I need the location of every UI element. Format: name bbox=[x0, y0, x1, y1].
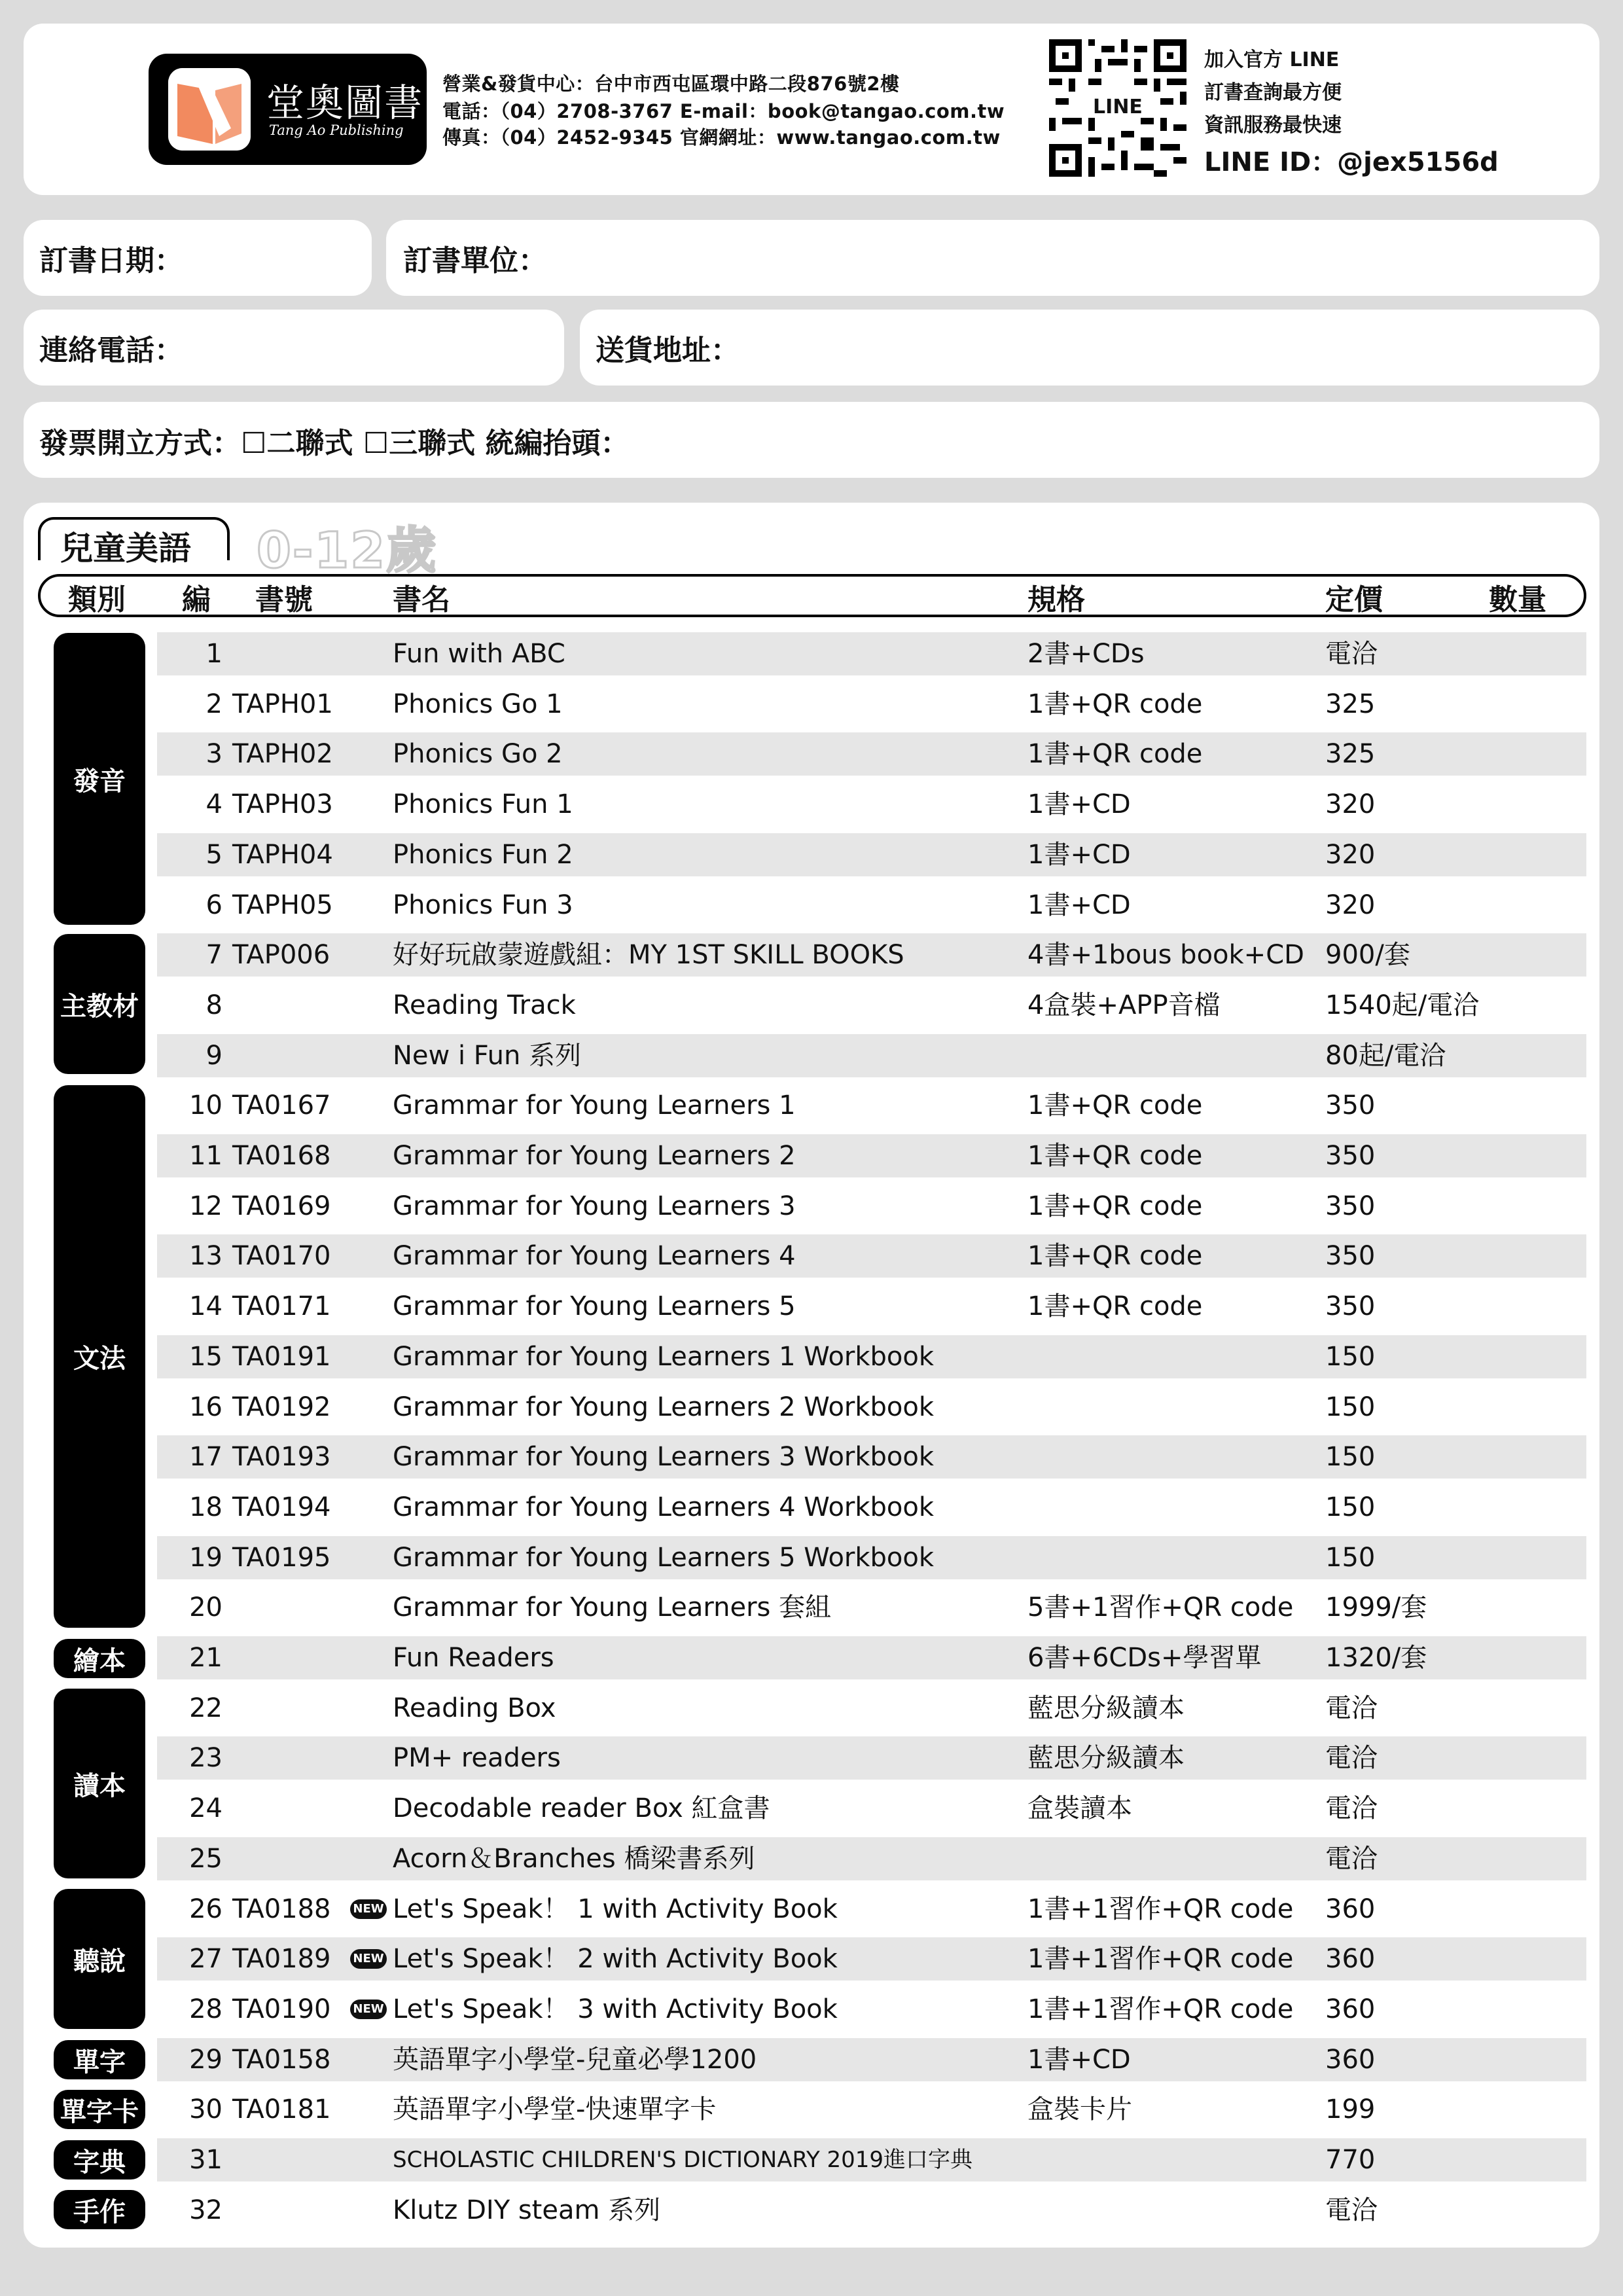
row-title: Grammar for Young Learners 5 bbox=[393, 1291, 796, 1321]
section-tab bbox=[38, 517, 230, 567]
row-title: 英語單字小學堂-快速單字卡 bbox=[393, 2094, 717, 2125]
category-vocabulary: 單字 bbox=[54, 2040, 145, 2079]
phone-email-text: 電話：（04）2708-3767 E-mail：book@tangao.com.tw bbox=[442, 100, 1005, 122]
row-number: 17 bbox=[189, 1442, 223, 1472]
row-price: 320 bbox=[1325, 890, 1376, 920]
row-code: TA0170 bbox=[232, 1241, 331, 1271]
table-row[interactable] bbox=[157, 2038, 1586, 2081]
row-title: Decodable reader Box 紅盒書 bbox=[393, 1793, 770, 1823]
row-title: Phonics Fun 3 bbox=[393, 890, 573, 920]
row-number: 23 bbox=[189, 1743, 223, 1773]
row-title: Grammar for Young Learners 4 Workbook bbox=[393, 1492, 935, 1522]
row-number: 21 bbox=[189, 1643, 223, 1673]
row-spec: 1書+CD bbox=[1027, 890, 1131, 920]
row-price: 350 bbox=[1325, 1191, 1376, 1221]
logo-subtitle: Tang Ao Publishing bbox=[269, 122, 404, 138]
category-dictionary: 字典 bbox=[54, 2140, 145, 2179]
row-price: 360 bbox=[1325, 1994, 1376, 2024]
row-code: TA0169 bbox=[232, 1191, 331, 1221]
row-price: 325 bbox=[1325, 739, 1376, 769]
row-title: Grammar for Young Learners 套組 bbox=[393, 1592, 832, 1623]
table-row[interactable] bbox=[157, 1988, 1586, 2031]
table-row[interactable] bbox=[157, 1386, 1586, 1429]
row-number: 27 bbox=[189, 1944, 223, 1974]
col-qty: 數量 bbox=[1489, 583, 1546, 617]
row-price: 320 bbox=[1325, 789, 1376, 819]
new-badge-icon: NEW bbox=[350, 2000, 387, 2019]
table-row[interactable] bbox=[157, 2088, 1586, 2131]
row-price: 350 bbox=[1325, 1090, 1376, 1121]
table-row[interactable] bbox=[157, 2138, 1586, 2181]
row-code: TA0190 bbox=[232, 1994, 331, 2024]
row-price: 1999/套 bbox=[1325, 1592, 1427, 1623]
row-number: 5 bbox=[205, 840, 223, 870]
row-spec: 1書+QR code bbox=[1027, 1241, 1203, 1271]
section-age: 0-12歲 bbox=[257, 521, 438, 579]
line-promo-1: 加入官方 LINE bbox=[1204, 48, 1340, 71]
book-logo-icon bbox=[168, 68, 251, 151]
line-promo-3: 資訊服務最快速 bbox=[1204, 114, 1342, 137]
row-code: TAPH03 bbox=[232, 789, 333, 819]
col-category: 類別 bbox=[68, 583, 126, 617]
col-no: 編 bbox=[182, 583, 211, 617]
row-number: 3 bbox=[205, 739, 223, 769]
row-title: Phonics Go 2 bbox=[393, 739, 563, 769]
row-price: 350 bbox=[1325, 1241, 1376, 1271]
row-title: Phonics Go 1 bbox=[393, 689, 563, 719]
table-row[interactable] bbox=[157, 632, 1586, 675]
publisher-logo bbox=[149, 54, 427, 165]
logo-title: 堂奧圖書 bbox=[266, 81, 424, 125]
row-spec: 1書+CD bbox=[1027, 2045, 1131, 2075]
contact-phone-label: 連絡電話： bbox=[39, 334, 183, 367]
table-row[interactable] bbox=[157, 833, 1586, 876]
col-code: 書號 bbox=[255, 583, 313, 617]
row-title: Acorn＆Branches 橋梁書系列 bbox=[393, 1844, 755, 1874]
row-number: 29 bbox=[189, 2045, 223, 2075]
row-spec: 2書+CDs bbox=[1027, 639, 1145, 669]
row-price: 350 bbox=[1325, 1141, 1376, 1171]
row-spec: 1書+QR code bbox=[1027, 1191, 1203, 1221]
row-spec: 1書+QR code bbox=[1027, 689, 1203, 719]
row-spec: 藍思分級讀本 bbox=[1027, 1743, 1185, 1773]
row-number: 31 bbox=[189, 2145, 223, 2175]
row-title: Grammar for Young Learners 5 Workbook bbox=[393, 1543, 935, 1573]
row-code: TA0195 bbox=[232, 1543, 331, 1573]
row-code: TA0193 bbox=[232, 1442, 331, 1472]
row-number: 9 bbox=[205, 1041, 223, 1071]
row-number: 14 bbox=[189, 1291, 223, 1321]
row-title: Grammar for Young Learners 1 Workbook bbox=[393, 1342, 935, 1372]
table-row[interactable] bbox=[157, 1736, 1586, 1780]
row-number: 32 bbox=[189, 2195, 223, 2225]
table-row[interactable] bbox=[157, 1837, 1586, 1880]
category-picture-book: 繪本 bbox=[54, 1639, 145, 1678]
row-spec: 1書+1習作+QR code bbox=[1027, 1894, 1294, 1924]
row-spec: 5書+1習作+QR code bbox=[1027, 1592, 1294, 1623]
row-price: 360 bbox=[1325, 1944, 1376, 1974]
new-badge-icon: NEW bbox=[350, 1949, 387, 1969]
row-price: 150 bbox=[1325, 1543, 1376, 1573]
row-code: TAPH02 bbox=[232, 739, 333, 769]
row-title: Grammar for Young Learners 3 Workbook bbox=[393, 1442, 935, 1472]
order-date-label: 訂書日期： bbox=[39, 244, 183, 278]
row-number: 4 bbox=[205, 789, 223, 819]
row-spec: 4盒裝+APP音檔 bbox=[1027, 990, 1221, 1020]
row-title: Grammar for Young Learners 4 bbox=[393, 1241, 796, 1271]
row-title: New i Fun 系列 bbox=[393, 1041, 582, 1071]
row-spec: 1書+QR code bbox=[1027, 739, 1203, 769]
table-row[interactable] bbox=[157, 732, 1586, 776]
row-price: 900/套 bbox=[1325, 940, 1410, 970]
table-row[interactable] bbox=[157, 1687, 1586, 1730]
row-price: 360 bbox=[1325, 1894, 1376, 1924]
row-price: 325 bbox=[1325, 689, 1376, 719]
row-code: TA0192 bbox=[232, 1392, 331, 1422]
section-title: 兒童美語 bbox=[60, 529, 191, 567]
new-badge-icon: NEW bbox=[350, 1899, 387, 1919]
row-title: Phonics Fun 1 bbox=[393, 789, 573, 819]
row-price: 150 bbox=[1325, 1342, 1376, 1372]
row-spec: 1書+QR code bbox=[1027, 1141, 1203, 1171]
row-number: 24 bbox=[189, 1793, 223, 1823]
row-number: 19 bbox=[189, 1543, 223, 1573]
row-spec: 1書+QR code bbox=[1027, 1090, 1203, 1121]
row-code: TAPH04 bbox=[232, 840, 333, 870]
row-number: 11 bbox=[189, 1141, 223, 1171]
table-row[interactable] bbox=[157, 1486, 1586, 1529]
row-code: TA0158 bbox=[232, 2045, 331, 2075]
row-title: Fun with ABC bbox=[393, 639, 565, 669]
line-qr-code-icon[interactable] bbox=[1049, 39, 1186, 177]
table-row[interactable] bbox=[157, 1586, 1586, 1629]
row-price: 199 bbox=[1325, 2094, 1376, 2125]
line-promo-2: 訂書查詢最方便 bbox=[1204, 81, 1342, 104]
category-phonics: 發音 bbox=[54, 633, 145, 925]
row-title: Reading Track bbox=[393, 990, 576, 1020]
row-title: Let's Speak！ 1 with Activity Book bbox=[393, 1894, 838, 1924]
row-title: Grammar for Young Learners 2 Workbook bbox=[393, 1392, 935, 1422]
row-title: 好好玩啟蒙遊戲組：MY 1ST SKILL BOOKS bbox=[393, 940, 904, 970]
row-spec: 1書+1習作+QR code bbox=[1027, 1944, 1294, 1974]
row-number: 26 bbox=[189, 1894, 223, 1924]
col-spec: 規格 bbox=[1027, 583, 1085, 617]
row-price: 150 bbox=[1325, 1392, 1376, 1422]
row-price: 770 bbox=[1325, 2145, 1376, 2175]
row-price: 電洽 bbox=[1325, 1693, 1378, 1723]
table-row[interactable] bbox=[157, 2189, 1586, 2232]
row-price: 320 bbox=[1325, 840, 1376, 870]
row-price: 360 bbox=[1325, 2045, 1376, 2075]
row-number: 8 bbox=[205, 990, 223, 1020]
row-title: Let's Speak！ 2 with Activity Book bbox=[393, 1944, 838, 1974]
row-code: TA0191 bbox=[232, 1342, 331, 1372]
row-title: Reading Box bbox=[393, 1693, 556, 1723]
row-price: 電洽 bbox=[1325, 639, 1378, 669]
row-number: 16 bbox=[189, 1392, 223, 1422]
row-title: Klutz DIY steam 系列 bbox=[393, 2195, 661, 2225]
row-spec: 1書+CD bbox=[1027, 840, 1131, 870]
row-spec: 盒裝卡片 bbox=[1027, 2094, 1132, 2125]
order-unit-label: 訂書單位： bbox=[403, 244, 547, 278]
row-number: 20 bbox=[189, 1592, 223, 1623]
row-price: 1320/套 bbox=[1325, 1643, 1427, 1673]
row-number: 7 bbox=[205, 940, 223, 970]
row-spec: 藍思分級讀本 bbox=[1027, 1693, 1185, 1723]
invoice-label: 發票開立方式：☐二聯式 ☐三聯式 統編抬頭： bbox=[39, 427, 630, 460]
row-number: 2 bbox=[205, 689, 223, 719]
row-title: 英語單字小學堂-兒童必學1200 bbox=[393, 2045, 757, 2075]
row-spec: 4書+1bous book+CD bbox=[1027, 940, 1304, 970]
row-number: 13 bbox=[189, 1241, 223, 1271]
row-code: TAPH01 bbox=[232, 689, 333, 719]
row-number: 12 bbox=[189, 1191, 223, 1221]
row-title: Let's Speak！ 3 with Activity Book bbox=[393, 1994, 838, 2024]
table-row[interactable] bbox=[157, 783, 1586, 826]
table-row[interactable] bbox=[157, 884, 1586, 927]
row-title: Phonics Fun 2 bbox=[393, 840, 573, 870]
row-spec: 1書+QR code bbox=[1027, 1291, 1203, 1321]
row-code: TA0181 bbox=[232, 2094, 331, 2125]
row-code: TA0168 bbox=[232, 1141, 331, 1171]
col-title: 書名 bbox=[393, 583, 450, 617]
row-price: 1540起/電洽 bbox=[1325, 990, 1480, 1020]
table-row[interactable] bbox=[157, 1234, 1586, 1278]
row-price: 電洽 bbox=[1325, 1793, 1378, 1823]
row-title: Fun Readers bbox=[393, 1643, 554, 1673]
row-number: 10 bbox=[189, 1090, 223, 1121]
table-row[interactable] bbox=[157, 1888, 1586, 1931]
row-code: TAPH05 bbox=[232, 890, 333, 920]
table-row[interactable] bbox=[157, 683, 1586, 726]
row-price: 電洽 bbox=[1325, 1844, 1378, 1874]
row-spec: 6書+6CDs+學習單 bbox=[1027, 1643, 1262, 1673]
row-price: 350 bbox=[1325, 1291, 1376, 1321]
table-row[interactable] bbox=[157, 1185, 1586, 1228]
category-word-cards: 單字卡 bbox=[54, 2090, 145, 2129]
row-number: 15 bbox=[189, 1342, 223, 1372]
category-reader: 讀本 bbox=[54, 1689, 145, 1878]
category-grammar: 文法 bbox=[54, 1085, 145, 1628]
table-row[interactable] bbox=[157, 1536, 1586, 1579]
table-row[interactable] bbox=[157, 1084, 1586, 1127]
row-code: TAP006 bbox=[232, 940, 330, 970]
row-price: 電洽 bbox=[1325, 1743, 1378, 1773]
row-spec: 1書+1習作+QR code bbox=[1027, 1994, 1294, 2024]
row-price: 電洽 bbox=[1325, 2195, 1378, 2225]
row-title: Grammar for Young Learners 2 bbox=[393, 1141, 796, 1171]
table-row[interactable] bbox=[157, 1335, 1586, 1378]
delivery-address-label: 送貨地址： bbox=[596, 334, 740, 367]
table-row[interactable] bbox=[157, 1285, 1586, 1328]
row-code: TA0194 bbox=[232, 1492, 331, 1522]
category-crafts: 手作 bbox=[54, 2190, 145, 2229]
fax-website-text: 傳真：（04）2452-9345 官網網址：www.tangao.com.tw bbox=[442, 126, 1001, 149]
table-row[interactable] bbox=[157, 1937, 1586, 1981]
line-id: LINE ID：@jex5156d bbox=[1204, 147, 1499, 177]
table-row[interactable] bbox=[157, 1787, 1586, 1830]
row-code: TA0171 bbox=[232, 1291, 331, 1321]
row-title: SCHOLASTIC CHILDREN'S DICTIONARY 2019進口字典 bbox=[393, 2147, 973, 2173]
row-title: PM+ readers bbox=[393, 1743, 561, 1773]
row-title: Grammar for Young Learners 1 bbox=[393, 1090, 796, 1121]
row-number: 30 bbox=[189, 2094, 223, 2125]
qr-line-label: LINE bbox=[1093, 96, 1143, 118]
category-main-textbook: 主教材 bbox=[54, 934, 145, 1074]
row-number: 25 bbox=[189, 1844, 223, 1874]
row-code: TA0167 bbox=[232, 1090, 331, 1121]
table-row[interactable] bbox=[157, 933, 1586, 977]
row-code: TA0188 bbox=[232, 1894, 331, 1924]
table-row[interactable] bbox=[157, 984, 1586, 1027]
order-unit-field[interactable] bbox=[386, 220, 1599, 296]
row-title: Grammar for Young Learners 3 bbox=[393, 1191, 796, 1221]
table-row[interactable] bbox=[157, 1134, 1586, 1177]
table-row[interactable] bbox=[157, 1636, 1586, 1679]
address-text: 營業&發貨中心：台中市西屯區環中路二段876號2樓 bbox=[442, 73, 900, 95]
row-number: 6 bbox=[205, 890, 223, 920]
category-listening-speaking: 聽說 bbox=[54, 1889, 145, 2029]
table-row[interactable] bbox=[157, 1034, 1586, 1077]
row-price: 80起/電洽 bbox=[1325, 1041, 1446, 1071]
table-row[interactable] bbox=[157, 1435, 1586, 1479]
row-price: 150 bbox=[1325, 1492, 1376, 1522]
row-spec: 盒裝讀本 bbox=[1027, 1793, 1132, 1823]
row-number: 1 bbox=[205, 639, 223, 669]
row-number: 28 bbox=[189, 1994, 223, 2024]
row-price: 150 bbox=[1325, 1442, 1376, 1472]
row-code: TA0189 bbox=[232, 1944, 331, 1974]
col-price: 定價 bbox=[1325, 583, 1383, 617]
row-number: 18 bbox=[189, 1492, 223, 1522]
row-number: 22 bbox=[189, 1693, 223, 1723]
row-spec: 1書+CD bbox=[1027, 789, 1131, 819]
